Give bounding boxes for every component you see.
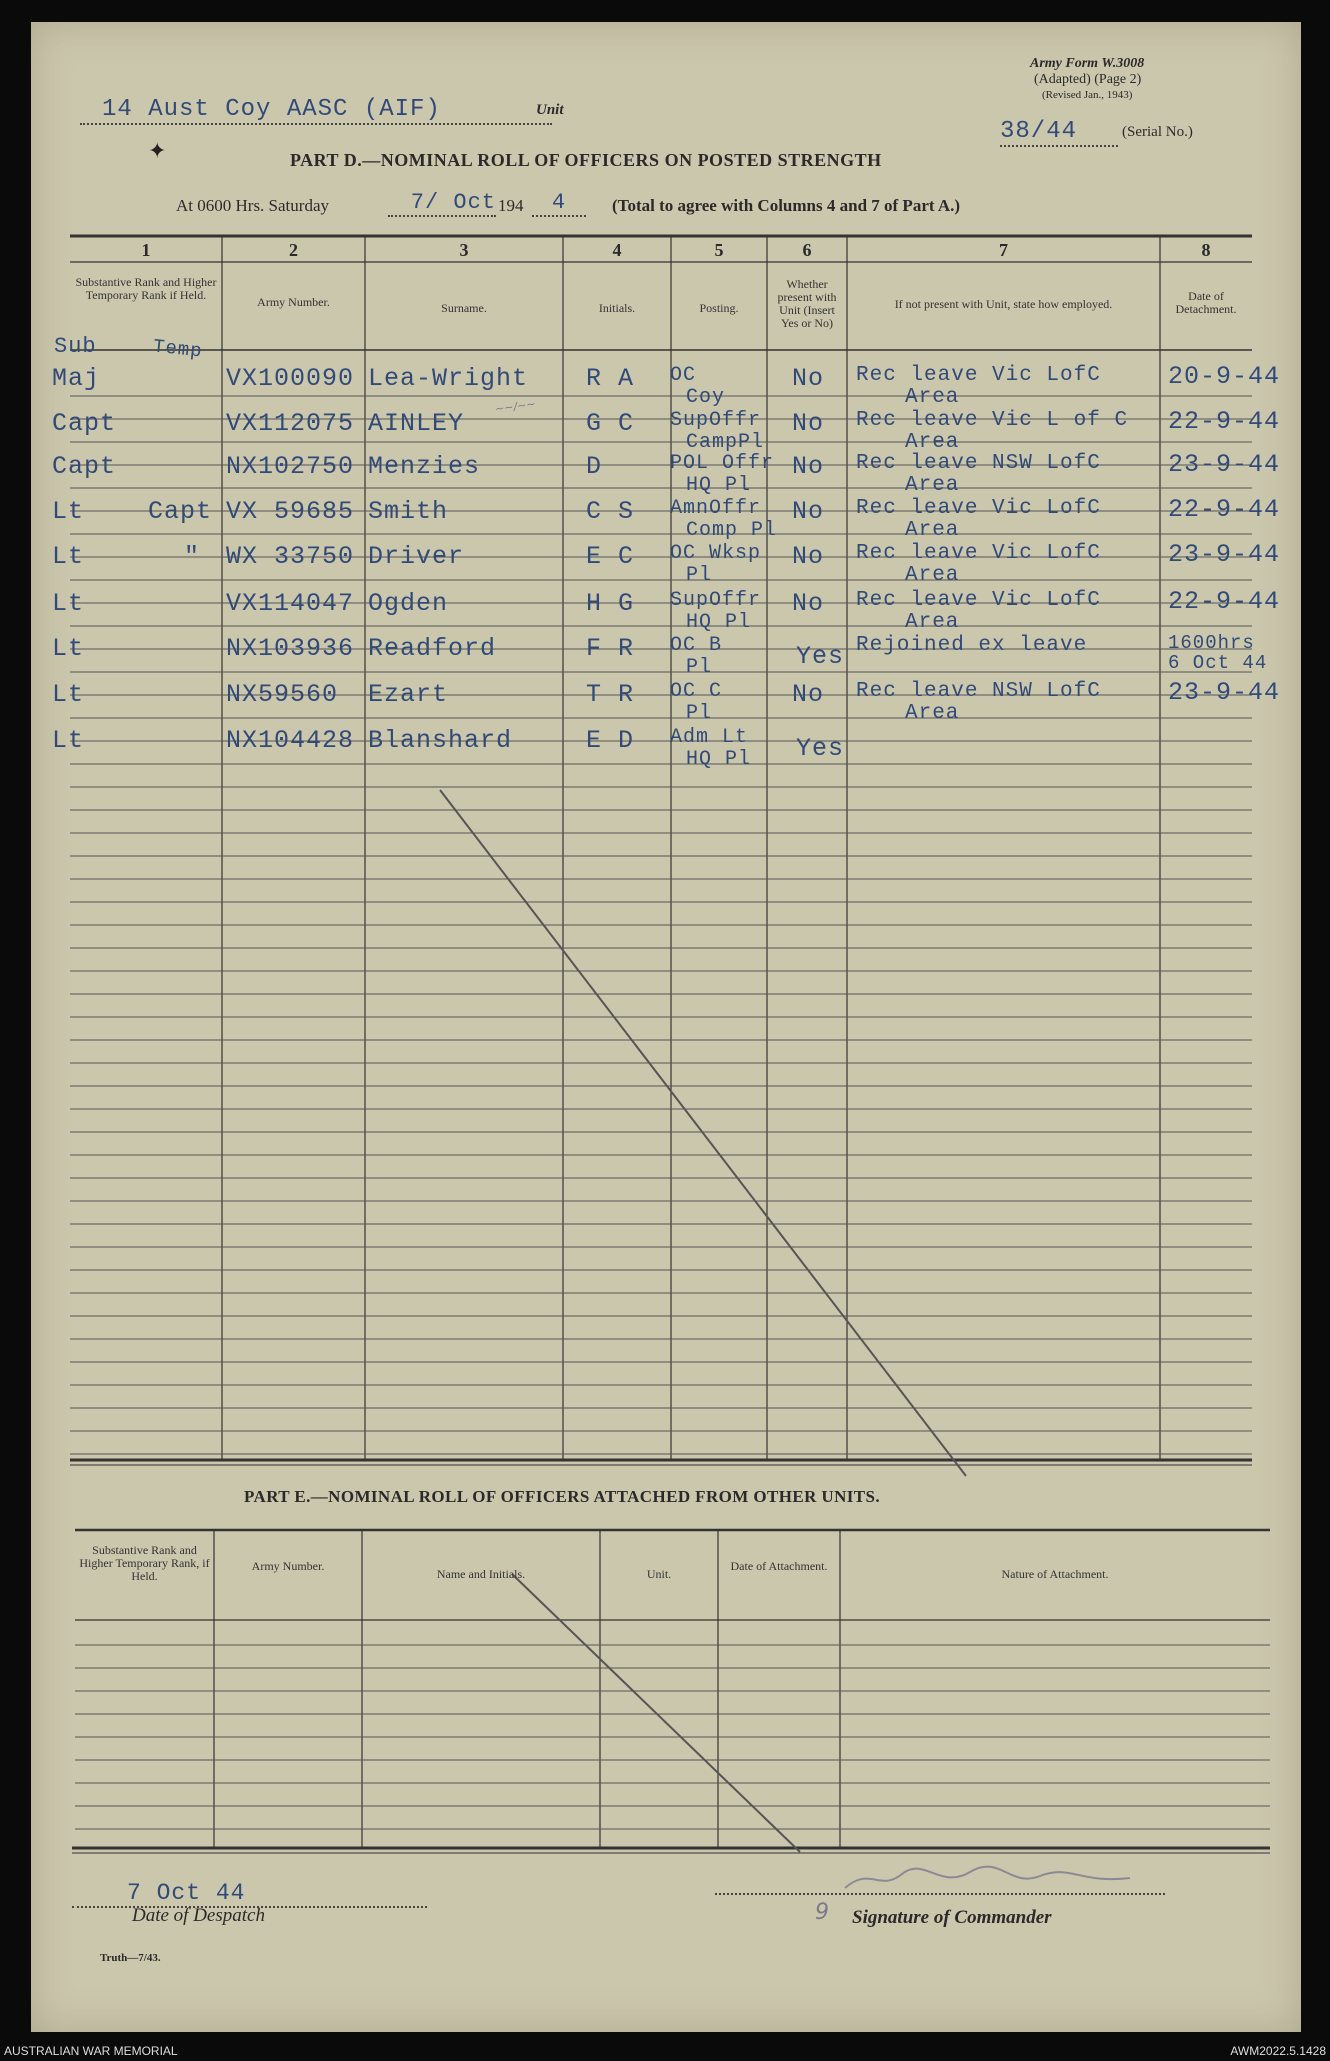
rank-cell: Lt (52, 589, 85, 618)
detachment-date-cell: 20-9-44 (1168, 362, 1281, 391)
detachment-date-cell: 1600hrs (1168, 632, 1255, 654)
army-number-cell: VX 59685 (226, 497, 355, 526)
posting-line2-cell: Comp Pl (686, 519, 778, 542)
posting-line2-cell: Pl (686, 702, 713, 725)
present-cell: Yes (796, 642, 845, 671)
total-note: (Total to agree with Columns 4 and 7 of Part A.) (612, 196, 961, 215)
surname-cell: Smith (368, 497, 449, 526)
column-header: Surname. (441, 301, 487, 315)
posting-cell: SupOffr (670, 589, 762, 612)
present-cell: No (792, 680, 825, 709)
rank-cell: Capt (52, 452, 117, 481)
date-day-value: 7/ Oct (388, 190, 496, 217)
employment-cell: Rejoined ex leave (856, 634, 1088, 657)
sub-rank-label: Sub (54, 334, 97, 359)
initials-cell: D (586, 452, 603, 481)
commander-label: Signature of Commander (852, 1907, 1052, 1928)
initial-mark: 9 (815, 1900, 829, 1925)
column-header: Army Number. (257, 295, 330, 309)
unit-value: 14 Aust Coy AASC (AIF) (80, 96, 552, 125)
ink-mark-icon: ✦ (148, 138, 167, 163)
rank-cell: Lt (52, 680, 85, 709)
employment-cell: Rec leave Vic LofC (856, 497, 1101, 520)
column-header: If not present with Unit, state how employed. (894, 297, 1113, 311)
credit-right: AWM2022.5.1428 (1230, 2044, 1326, 2058)
army-form-label: Army Form W.3008 (1030, 56, 1145, 71)
surname-cell: Menzies (368, 452, 481, 481)
detachment-date-cell: 23-9-44 (1168, 678, 1281, 707)
rank-cell: Capt (52, 409, 117, 438)
temp-rank-cell: " (184, 542, 201, 571)
posting-line2-cell: Pl (686, 564, 713, 587)
army-number-cell: NX103936 (226, 634, 355, 663)
rank-cell: Lt (52, 542, 85, 571)
surname-cell: Driver (368, 542, 465, 571)
present-cell: No (792, 364, 825, 393)
posting-cell: OC B (670, 634, 723, 657)
army-number-cell: WX 33750 (226, 542, 355, 571)
part-e-column-header: Substantive Rank and Higher Temporary Rank, if Held. (79, 1543, 210, 1583)
detachment-date-cell: 23-9-44 (1168, 450, 1281, 479)
present-cell: Yes (796, 734, 845, 763)
rank-cell: Lt (52, 726, 85, 755)
posting-line2-cell: HQ Pl (686, 748, 752, 771)
employment-line2-cell: Area (905, 564, 960, 587)
serial-number-value: 38/44 (1000, 118, 1118, 147)
posting-cell: AmnOffr (670, 497, 762, 520)
present-cell: No (792, 589, 825, 618)
posting-line2-cell: CampPl (686, 431, 765, 454)
employment-cell: Rec leave NSW LofC (856, 452, 1101, 475)
employment-line2-cell: Area (905, 519, 960, 542)
employment-cell: Rec leave Vic L of C (856, 409, 1129, 432)
employment-line2-cell: Area (905, 386, 960, 409)
employment-cell: Rec leave Vic LofC (856, 589, 1101, 612)
initials-cell: G C (586, 409, 635, 438)
column-header: Initials. (598, 301, 636, 315)
surname-cell: Readford (368, 634, 497, 663)
detachment-date-cell: 22-9-44 (1168, 495, 1281, 524)
temp-rank-label: Temp (151, 335, 204, 363)
posting-cell: Adm Lt (670, 726, 749, 749)
print-code: Truth—7/43. (100, 1952, 161, 1964)
part-e-column-header: Name and Initials. (436, 1567, 526, 1581)
posting-cell: POL Offr (670, 452, 775, 475)
column-header: Substantive Rank and Higher Temporary Rank if Held. (75, 275, 217, 302)
surname-cell: Ogden (368, 589, 449, 618)
present-cell: No (792, 497, 825, 526)
detachment-date-line2-cell: 6 Oct 44 (1168, 652, 1268, 674)
part-e-column-header: Army Number. (251, 1559, 325, 1573)
column-number: 3 (459, 240, 469, 260)
surname-cell: Lea-Wright (368, 364, 529, 393)
detachment-date-cell: 22-9-44 (1168, 407, 1281, 436)
posting-cell: OC Wksp (670, 542, 762, 565)
present-cell: No (792, 542, 825, 571)
column-number: 8 (1201, 240, 1211, 260)
initials-cell: H G (586, 589, 635, 618)
column-number: 6 (802, 240, 812, 260)
part-e-column-header: Date of Attachment. (730, 1559, 828, 1573)
posting-line2-cell: Pl (686, 656, 713, 679)
posting-line2-cell: HQ Pl (686, 474, 752, 497)
despatch-date-label: Date of Despatch (132, 1905, 265, 1926)
present-cell: No (792, 452, 825, 481)
pencil-note: ~~/~~ (494, 397, 537, 416)
army-number-cell: NX59560 (226, 680, 339, 709)
revised-label: (Revised Jan., 1943) (1042, 89, 1133, 101)
temp-rank-cell: Capt (148, 497, 213, 526)
initials-cell: E C (586, 542, 635, 571)
army-number-cell: NX102750 (226, 452, 355, 481)
surname-cell: Blanshard (368, 726, 513, 755)
posting-cell: OC C (670, 680, 723, 703)
army-number-cell: NX104428 (226, 726, 355, 755)
surname-cell: Ezart (368, 680, 449, 709)
credit-left: AUSTRALIAN WAR MEMORIAL (4, 2044, 178, 2058)
present-cell: No (792, 409, 825, 438)
employment-cell: Rec leave NSW LofC (856, 680, 1101, 703)
employment-cell: Rec leave Vic LofC (856, 542, 1101, 565)
part-e-title: PART E.—NOMINAL ROLL OF OFFICERS ATTACHED FROM OTHER UNITS. (244, 1487, 881, 1506)
column-number: 7 (999, 240, 1008, 260)
initials-cell: T R (586, 680, 635, 709)
column-number: 5 (714, 240, 724, 260)
adapted-label: (Adapted) (Page 2) (1034, 72, 1142, 87)
column-number: 4 (612, 240, 622, 260)
army-number-cell: VX114047 (226, 589, 355, 618)
rank-cell: Lt (52, 634, 85, 663)
unit-label: Unit (536, 102, 564, 118)
posting-cell: OC (670, 364, 697, 387)
part-e-column-header: Unit. (646, 1567, 672, 1581)
column-header: Whether present with Unit (Insert Yes or No) (777, 277, 837, 330)
detachment-date-cell: 22-9-44 (1168, 587, 1281, 616)
initials-cell: C S (586, 497, 635, 526)
rank-cell: Maj (52, 364, 101, 393)
initials-cell: E D (586, 726, 635, 755)
column-header: Posting. (699, 301, 739, 315)
employment-line2-cell: Area (905, 431, 960, 454)
employment-line2-cell: Area (905, 474, 960, 497)
part-e-column-header: Nature of Attachment. (1001, 1567, 1109, 1581)
initials-cell: R A (586, 364, 635, 393)
initials-cell: F R (586, 634, 635, 663)
posting-cell: SupOffr (670, 409, 762, 432)
posting-line2-cell: Coy (686, 386, 726, 409)
part-d-title: PART D.—NOMINAL ROLL OF OFFICERS ON POSTED STRENGTH (290, 150, 882, 170)
year-prefix: 194 (498, 196, 524, 215)
army-number-cell: VX100090 (226, 364, 355, 393)
serial-label: (Serial No.) (1122, 124, 1193, 140)
posting-line2-cell: HQ Pl (686, 611, 752, 634)
army-number-cell: VX112075 (226, 409, 355, 438)
commander-signature (840, 1862, 1140, 1896)
employment-line2-cell: Area (905, 702, 960, 725)
year-suffix-value: 4 (532, 190, 586, 217)
surname-cell: AINLEY (368, 409, 465, 438)
detachment-date-cell: 23-9-44 (1168, 540, 1281, 569)
column-number: 2 (289, 240, 298, 260)
employment-cell: Rec leave Vic LofC (856, 364, 1101, 387)
column-number: 1 (141, 240, 151, 260)
at-time-label: At 0600 Hrs. Saturday (176, 196, 329, 215)
column-header: Date of Detachment. (1175, 289, 1237, 316)
despatch-date-value: 7 Oct 44 (72, 1880, 427, 1908)
rank-cell: Lt (52, 497, 85, 526)
employment-line2-cell: Area (905, 611, 960, 634)
